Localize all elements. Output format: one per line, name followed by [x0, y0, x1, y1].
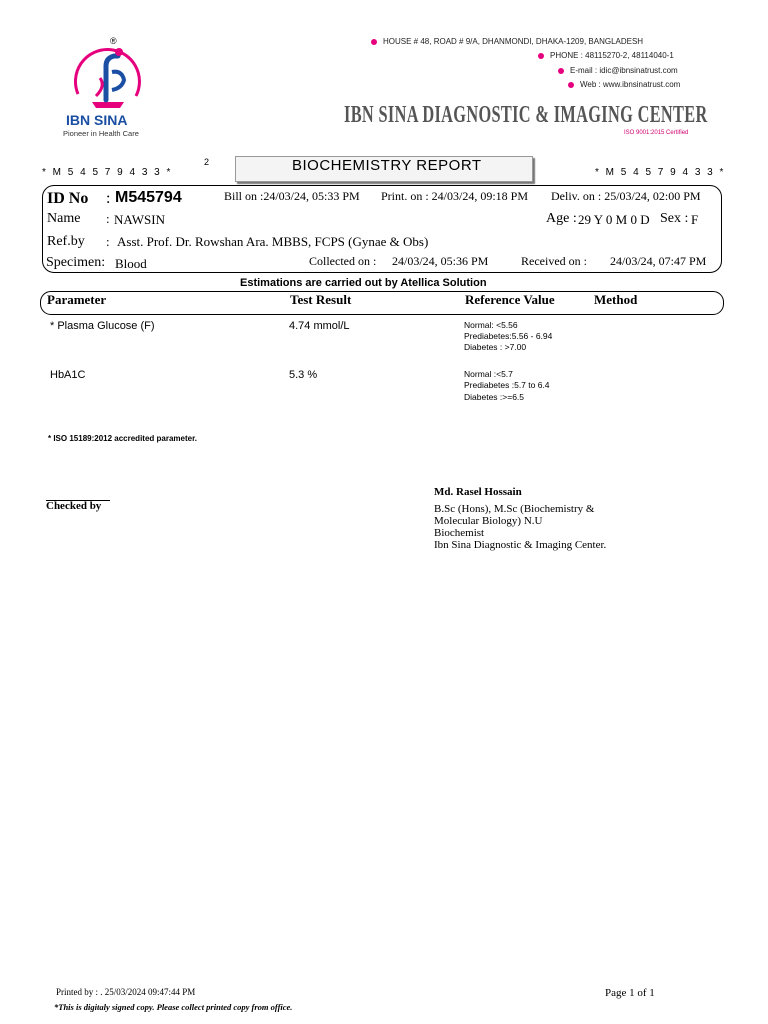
- bullet-icon: [558, 68, 564, 74]
- estimation-note: Estimations are carried out by Atellica Solution: [240, 277, 487, 289]
- iso-accredited-note: * ISO 15189:2012 accredited parameter.: [48, 434, 197, 443]
- test-result: 4.74 mmol/L: [289, 320, 350, 332]
- reference-line: Diabetes :>=6.5: [464, 392, 525, 402]
- specimen-label: Specimen:: [46, 255, 106, 270]
- bullet-icon: [371, 39, 377, 45]
- bullet-icon: [568, 82, 574, 88]
- reference-line: Prediabetes :5.7 to 6.4: [464, 380, 550, 390]
- header-reference-value: Reference Value: [465, 292, 555, 307]
- center-name: IBN SINA DIAGNOSTIC & IMAGING CENTER: [344, 102, 708, 128]
- brand-name: IBN SINA: [66, 112, 128, 128]
- printed-by: Printed by : . 25/03/2024 09:47:44 PM: [56, 987, 196, 997]
- refby-value: Asst. Prof. Dr. Rowshan Ara. MBBS, FCPS (Gynae & Obs): [117, 234, 429, 249]
- registered-mark: ®: [110, 36, 117, 46]
- parameter-name: * Plasma Glucose (F): [50, 320, 155, 332]
- barcode-text-right: * M 5 4 5 7 9 4 3 3 *: [595, 167, 726, 178]
- brand-tagline: Pioneer in Health Care: [63, 129, 139, 138]
- parameter-name: HbA1C: [50, 369, 86, 381]
- signer-qualification: B.Sc (Hons), M.Sc (Biochemistry &: [434, 503, 595, 515]
- name-value: NAWSIN: [114, 212, 165, 227]
- bullet-icon: [538, 53, 544, 59]
- age-label: Age :: [546, 211, 577, 226]
- bill-on: Bill on :24/03/24, 05:33 PM: [224, 189, 360, 203]
- signer-qualification: Molecular Biology) N.U: [434, 515, 543, 527]
- id-colon: :: [106, 190, 111, 207]
- iso-certification: ISO 9001:2015 Certified: [624, 130, 689, 136]
- page-number: Page 1 of 1: [605, 987, 655, 999]
- reference-line: Normal :<5.7: [464, 369, 513, 379]
- signer-designation: Biochemist: [434, 527, 485, 539]
- barcode-text-left: * M 5 4 5 7 9 4 3 3 *: [42, 167, 173, 178]
- sex-label: Sex :: [660, 211, 689, 226]
- name-label: Name: [47, 211, 81, 226]
- report-title: BIOCHEMISTRY REPORT: [292, 157, 482, 174]
- sex-value: F: [691, 212, 699, 227]
- header-method: Method: [594, 292, 638, 307]
- checked-by-label: Checked by: [46, 500, 102, 512]
- reference-line: Prediabetes:5.56 - 6.94: [464, 331, 553, 341]
- name-colon: :: [106, 211, 110, 226]
- id-value: M545794: [115, 189, 182, 206]
- refby-colon: :: [106, 234, 110, 249]
- reference-line: Diabetes : >7.00: [464, 342, 527, 352]
- page-counter: 2: [204, 157, 210, 167]
- reference-line: Normal: <5.56: [464, 320, 518, 330]
- contact-phone: PHONE : 48115270-2, 48114040-1: [538, 51, 674, 60]
- specimen-value: Blood: [115, 256, 147, 271]
- header-parameter: Parameter: [47, 292, 107, 307]
- received-value: 24/03/24, 07:47 PM: [610, 254, 707, 268]
- contact-email: E-mail : idic@ibnsinatrust.com: [558, 66, 678, 75]
- signer-name: Md. Rasel Hossain: [434, 486, 522, 498]
- deliv-on: Deliv. on : 25/03/24, 02:00 PM: [551, 189, 701, 203]
- id-label: ID No: [47, 190, 89, 207]
- collected-label: Collected on :: [309, 254, 377, 268]
- age-value: 29 Y 0 M 0 D: [578, 212, 650, 227]
- print-on: Print. on : 24/03/24, 09:18 PM: [381, 189, 529, 203]
- digital-copy-note: *This is digitaly signed copy. Please collect printed copy from office.: [54, 1002, 293, 1012]
- refby-label: Ref.by: [47, 234, 85, 249]
- contact-web: Web : www.ibnsinatrust.com: [568, 80, 680, 89]
- test-result: 5.3 %: [289, 369, 318, 381]
- contact-address: HOUSE # 48, ROAD # 9/A, DHANMONDI, DHAKA-1209, BANGLADESH: [371, 37, 643, 46]
- collected-value: 24/03/24, 05:36 PM: [392, 254, 489, 268]
- signer-organization: Ibn Sina Diagnostic & Imaging Center.: [434, 539, 607, 551]
- header-test-result: Test Result: [290, 292, 352, 307]
- received-label: Received on :: [521, 254, 587, 268]
